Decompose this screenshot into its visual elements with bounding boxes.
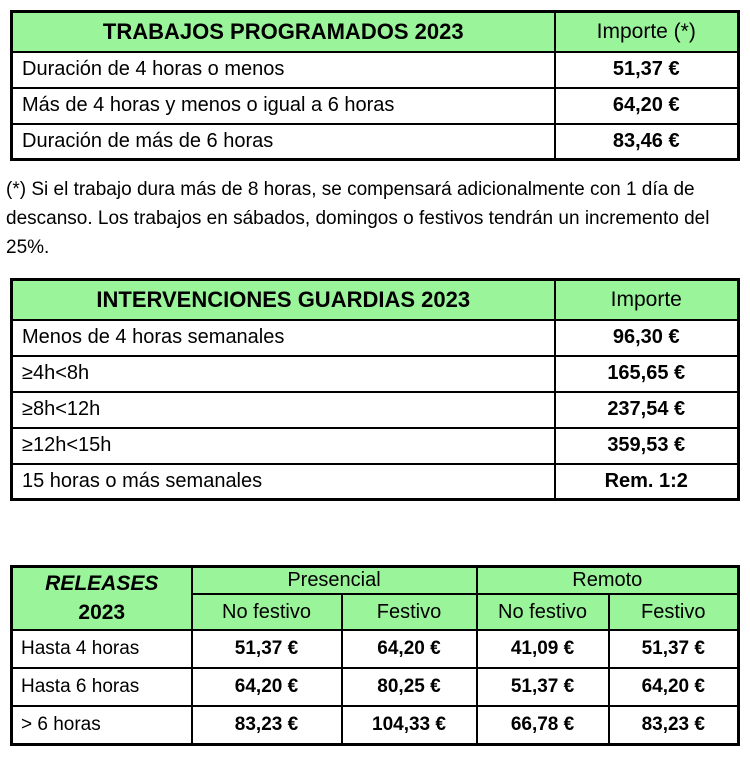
table-row — [12, 52, 739, 88]
row-amount: 96,30 € — [555, 320, 739, 356]
remoto-festivo-header: Festivo — [609, 594, 739, 630]
table-row — [12, 392, 739, 428]
presencial-header: Presencial — [192, 567, 477, 595]
presencial-festivo-header: Festivo — [342, 594, 477, 630]
row-amount: 41,09 € — [477, 630, 609, 668]
row-label: Duración de más de 6 horas — [12, 124, 555, 160]
row-amount: 83,46 € — [555, 124, 739, 160]
row-amount: 83,23 € — [192, 706, 342, 744]
row-amount: 51,37 € — [192, 630, 342, 668]
remoto-header: Remoto — [477, 567, 739, 595]
row-label: Hasta 6 horas — [12, 668, 192, 706]
row-label: ≥12h<15h — [12, 428, 555, 464]
releases-title-line2: 2023 — [78, 601, 126, 624]
row-amount: 359,53 € — [555, 428, 739, 464]
row-amount: 80,25 € — [342, 668, 477, 706]
row-label: Menos de 4 horas semanales — [12, 320, 555, 356]
row-label: Hasta 4 horas — [12, 630, 192, 668]
trabajos-header-row — [12, 12, 739, 52]
table-row — [12, 428, 739, 464]
table-row — [12, 320, 739, 356]
guardias-importe-header: Importe — [555, 280, 739, 320]
row-amount: 64,20 € — [342, 630, 477, 668]
row-amount: 64,20 € — [192, 668, 342, 706]
row-amount: 237,54 € — [555, 392, 739, 428]
table-row — [12, 668, 739, 706]
row-label: 15 horas o más semanales — [12, 464, 555, 500]
footnote-line: 25%. — [6, 237, 50, 258]
table-row — [12, 464, 739, 500]
releases-title-cell — [12, 567, 192, 631]
presencial-no-festivo-header: No festivo — [192, 594, 342, 630]
intervenciones-guardias-table — [10, 278, 740, 501]
trabajos-programados-table — [10, 10, 740, 161]
row-amount: 104,33 € — [342, 706, 477, 744]
table-row — [12, 124, 739, 160]
trabajos-importe-header: Importe (*) — [555, 12, 739, 52]
row-label: ≥8h<12h — [12, 392, 555, 428]
row-label: Más de 4 horas y menos o igual a 6 horas — [12, 88, 555, 124]
table-row — [12, 706, 739, 744]
releases-table — [10, 565, 740, 746]
remoto-no-festivo-header: No festivo — [477, 594, 609, 630]
footnote-line: descanso. Los trabajos en sábados, domingos o festivos tendrán un incremento del — [6, 208, 710, 229]
row-amount: 64,20 € — [609, 668, 739, 706]
row-amount: 51,37 € — [609, 630, 739, 668]
row-amount: 165,65 € — [555, 356, 739, 392]
row-amount: Rem. 1:2 — [555, 464, 739, 500]
row-label: Duración de 4 horas o menos — [12, 52, 555, 88]
row-amount: 83,23 € — [609, 706, 739, 744]
footnote-line: (*) Si el trabajo dura más de 8 horas, se compensará adicionalmente con 1 día de — [6, 179, 695, 200]
row-label: ≥4h<8h — [12, 356, 555, 392]
row-amount: 66,78 € — [477, 706, 609, 744]
table-row — [12, 88, 739, 124]
row-amount: 64,20 € — [555, 88, 739, 124]
row-label: > 6 horas — [12, 706, 192, 744]
footnote — [6, 175, 750, 262]
releases-title-line1: RELEASES — [45, 572, 159, 595]
row-amount: 51,37 € — [477, 668, 609, 706]
guardias-header-row — [12, 280, 739, 320]
table-row — [12, 356, 739, 392]
row-amount: 51,37 € — [555, 52, 739, 88]
table-row — [12, 630, 739, 668]
guardias-title: INTERVENCIONES GUARDIAS 2023 — [12, 280, 555, 320]
trabajos-title: TRABAJOS PROGRAMADOS 2023 — [12, 12, 555, 52]
releases-group-header-row — [12, 567, 739, 595]
